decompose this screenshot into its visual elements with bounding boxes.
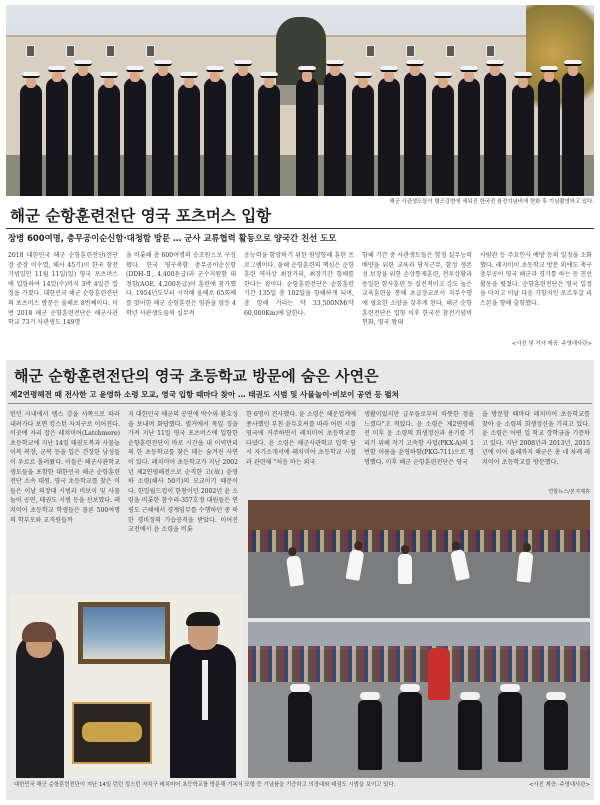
honor-guard-figure xyxy=(544,700,568,770)
article1-headline: 해군 순항훈련전단 영국 포츠머스 입항 xyxy=(10,207,272,225)
honor-guard-figure xyxy=(458,700,482,770)
sailor-figure xyxy=(258,84,280,196)
article1-column-1: 2018 대한민국 해군 순항훈련전단(전단장 준장 이수열, 해사 45기)이 한국 참전기념일인 11월 11일(일) 영국 포츠머스에 입항하여 14일(수)까지 3박 4일간 일정을 가졌다. 대한민국 해군 순항훈련전단의 포츠머스 방문은 올해로 8번째이다. 이번 2018 해군 순항훈련전단은 해군사관학교 73기 사관생도 149명 xyxy=(8,252,118,327)
sailor-figure xyxy=(72,72,94,196)
article1-credit: <사진 및 기사 제공: 주영대사관> xyxy=(511,341,592,347)
article1-column-3: 응능력을 함양하기 위한 원양항해 훈련 프로그램이다. 올해 순항훈련의 핵심은 순항훈련 역사상 최장거리, 최장기간 항해를 한다는 점이다. 순항훈련전단은 순항훈련 기간 135일 총 102일을 항해하게 되며, 총 항해 거리는 약 33,500NM(약 60,000Km)에 달한다. xyxy=(244,252,354,317)
sailor-figure xyxy=(404,72,426,196)
sailor-figure xyxy=(484,72,506,196)
sailor-figure xyxy=(46,78,68,196)
article2-column-4: 생활이었지만 급우들로부터 따뜻한 정을 느꼈다"고 적었다. 윤 소령은 제2연평해전 이후 윤 소령의 희생정신과 용기를 기리기 위해 작기 고속함 사업(PKX-A)의 1번함 이름을 윤영하함(PKG-711)으로 명명했다. 이후 해군 순항훈련전단은 영국 xyxy=(364,411,474,466)
sailor-figure xyxy=(296,78,318,196)
taekwondo-photo xyxy=(248,500,590,618)
article1-column-4: 항해 기간 중 사관생도들은 함정 실무능력배양을 위한 교육과 당직근무, 함정 생존성 보장을 위한 손상통제훈련, 전투상황과 동일한 함사훈련 등 실전적이고 강도 높은 교육훈련을 통해 초급장교로서 직무수행에 필요한 소양을 갖추게 된다. 해군 순항훈련전단은 입항 이후 한국전 참전기념비 헌화, 영국 왕대 xyxy=(362,252,472,327)
honor-guard-photo xyxy=(248,622,590,778)
sailor-figure xyxy=(538,78,560,196)
sailor-figure xyxy=(458,78,480,196)
article2-credit: 연합뉴스/본지제휴 xyxy=(548,489,590,495)
framed-picture xyxy=(78,602,170,664)
sailor-figure xyxy=(324,72,346,196)
article1-column-5: 사람관 등 주요인사 예방 등의 일정을 소화했다. 레지미이 초등학교 방문 외에도 축구 충무공이 영국 해군과 경기를 하는 등 친선 활동을 펼쳤다. 순항훈련전단은 영국 일정을 마치고 이날 다음 기항지인 포르투갈 리스본을 향해 출항했다. xyxy=(480,252,592,307)
honor-guard-figure xyxy=(358,700,382,770)
sailor-figure xyxy=(152,72,174,196)
sailor-figure xyxy=(124,78,146,196)
sailor-figure xyxy=(20,84,42,196)
sailor-figure xyxy=(178,84,200,196)
article2-photo-credit: <사진 제공: 주영대사관> xyxy=(528,782,590,788)
article2-bottom-caption: 대한민국 해군 순항훈련전단이 지난 14일 런던 킹스턴 자치구 레치미어 초등학교를 방문해 기복식 모형 등 기념품을 기증하고 의장대와 태권도 시범을 보이고 있다. xyxy=(14,782,396,788)
sailor-figure xyxy=(232,72,254,196)
honor-guard-figure xyxy=(398,692,422,762)
top-group-photo xyxy=(6,5,594,196)
sailor-figure xyxy=(562,72,584,196)
sailor-figure xyxy=(378,78,400,196)
top-photo-caption: 해군 사관생도들이 템즈강변에 세워진 한국전 참전기념비에 헌화 후 기념촬영하고 있다. xyxy=(389,199,594,205)
honor-guard-figure xyxy=(288,692,312,762)
article1-subhead: 장병 600여명, 충무공이순신함·대청함 방문 … 군사 교류협력 활동으로 양국간 친선 도모 xyxy=(8,233,337,243)
divider xyxy=(8,403,592,404)
article2-column-5: 을 방문할 때마다 레치미어 초등학교를 찾아 윤 소령의 희생정신을 기리고 있다. 윤 소령은 어떤 일 학교 장학금을 기증하고 있다. 지난 2008년과 2013년, 2015년에 이어 올해까지 해군은 총 네 차례 레치미어 초등학교를 방문했다. xyxy=(482,411,590,466)
sailor-figure xyxy=(512,84,534,196)
honor-guard-figure xyxy=(498,692,522,762)
article2-column-2: 지 대한민국 해군의 공연에 박수와 환호성을 보내며 화답했다. 별거에서 목일 징을 가져 지난 11일 영국 포츠머스에 입항한 순항훈련전단이 바로 시간을 내 이역만리의 한 초등학교를 찾은 데는 숨겨진 사연이 있다. 레치미어 초등학교가 지난 2002년 제2연평해전으로 순직한 고(故) 윤영하 소령(해사 50기)의 모교이기 때문이다. 한일월드컵이 한창이던 2002년 윤 소령을 비롯한 참수리-357호정 대원들은 연평도 근해에서 경계임무를 수행하던 중 북한 경비정의 기습공격을 받았다. 이어진 교전에서 윤 소령을 비롯 xyxy=(128,411,238,534)
gift-photo xyxy=(10,594,242,778)
article2-column-1: 런던 시내에서 템스 강을 서쪽으로 따라 내려가다 보면 킹스턴 자치구로 이어진다. 이곳에 자리 잡은 레치미어(Latchmere) 초등학교에 지난 14일 태권도복과 사물놀이복 복장, 군복 등을 입은 건장한 남성들이 우르르 몰려왔다. 이들은 해군사관학교 생도들을 포함한 대한민국 해군 순항훈련전단 소속 대원. 영국 초등학교를 찾은 이들은 이날 의장대 시범과 비보이 및 사물놀이 공연, 태권도 시범 등을 선보였다. 레치미어 초등학교 학생들은 물론 500여명의 학부모와 교직원들까 xyxy=(10,411,120,524)
sailor-figure xyxy=(352,84,374,196)
turtle-ship-model xyxy=(72,702,152,764)
article2-column-3: 한 6명이 전사했다. 윤 소령은 해운업계에 종사했던 부친 윤두호씨를 따라 어린 시절 영국에 거주하면서 레치미어 초등학교를 다녔다. 윤 소령은 해군사관학교 입학 당시 자기소개서에 레치미어 초등학교 시절과 관련해 "처음 하는 외국 xyxy=(246,411,356,466)
sailor-figure xyxy=(432,84,454,196)
article2-subhead: 제2연평해전 때 전사한 고 윤영하 소령 모교, 영국 입항 때마다 찾아 … 태권도 시범 및 사물놀이·비보이 공연 등 펼쳐 xyxy=(10,390,399,399)
article2-headline: 해군 순항훈련전단의 영국 초등학교 방문에 숨은 사연은 xyxy=(14,367,379,385)
divider xyxy=(6,228,594,229)
sailor-figure xyxy=(204,78,226,196)
sailor-figure xyxy=(98,84,120,196)
article1-column-2: 을 비롯해 총 600여명의 승조원으로 구성됐다. 한국 영구축함 충무공이순신함(DDH-Ⅱ, 4,400톤급)과 군수지원함 대청함(AOE, 4,200톤급)이 훈련에 참가했다. 1954년도부터 시작해 올해로 65회째를 맞이한 해군 순항훈련은 임관을 앞둔 4학년 사관생도들의 실무적 xyxy=(126,252,236,317)
